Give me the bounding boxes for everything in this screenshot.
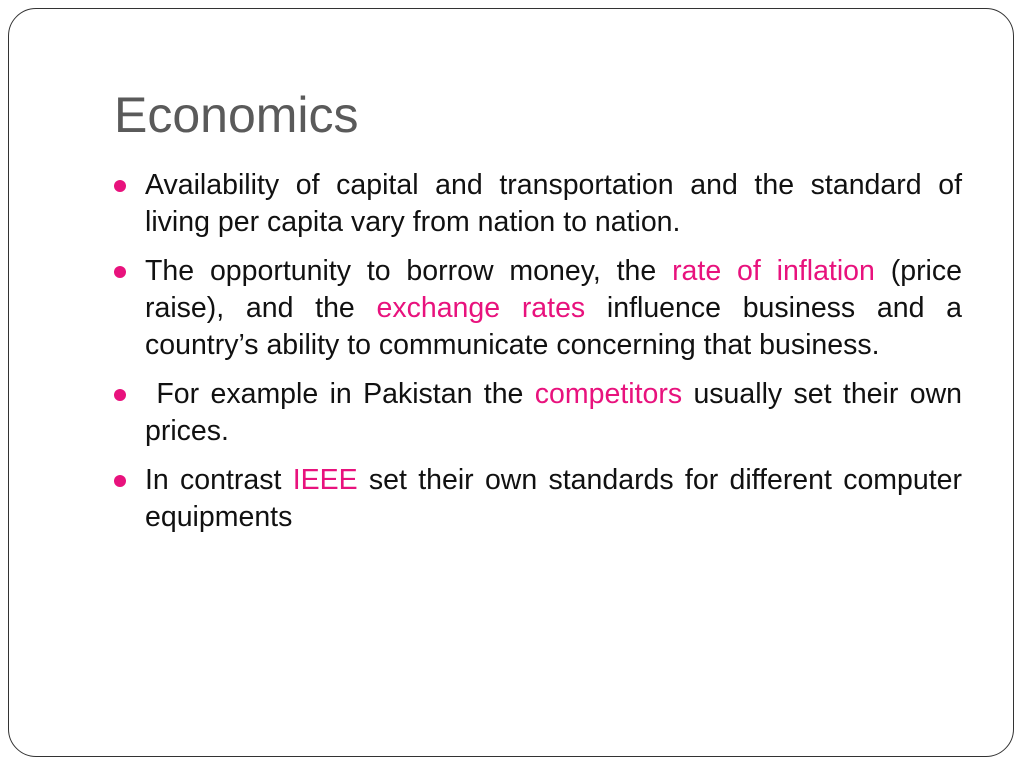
bullet-item: [112, 462, 962, 536]
text-segment: In contrast: [145, 464, 293, 496]
bullet-dot-icon: [114, 475, 126, 487]
bullet-text: [145, 255, 962, 361]
bullet-item: [112, 253, 962, 364]
bullet-dot-icon: [114, 180, 126, 192]
text-segment: For example in Pakistan the: [145, 378, 535, 410]
bullet-dot-icon: [114, 389, 126, 401]
text-segment: influence business and a country’s ability to communicate concerning that business.: [145, 292, 963, 361]
bullet-item: [112, 376, 962, 450]
text-segment: (price raise), and the: [145, 255, 962, 324]
text-segment: set their own standards for different computer equipments: [145, 464, 963, 533]
bullet-list: [112, 167, 962, 548]
slide-title: Economics: [114, 87, 359, 143]
bullet-text: [145, 169, 962, 238]
text-segment: Availability of capital and transportation and the standard of living per capita vary from nation to nation.: [145, 169, 962, 238]
text-segment: The opportunity to borrow money, the: [145, 255, 673, 287]
highlighted-term: rate of inflation: [672, 255, 875, 287]
highlighted-term: competitors: [534, 378, 683, 410]
bullet-text: [145, 378, 962, 447]
bullet-text: [145, 464, 962, 533]
text-segment: usually set their own prices.: [145, 378, 962, 447]
bullet-item: [112, 167, 962, 241]
highlighted-term: exchange rates: [376, 292, 586, 324]
bullet-dot-icon: [114, 266, 126, 278]
highlighted-term: IEEE: [292, 464, 358, 496]
